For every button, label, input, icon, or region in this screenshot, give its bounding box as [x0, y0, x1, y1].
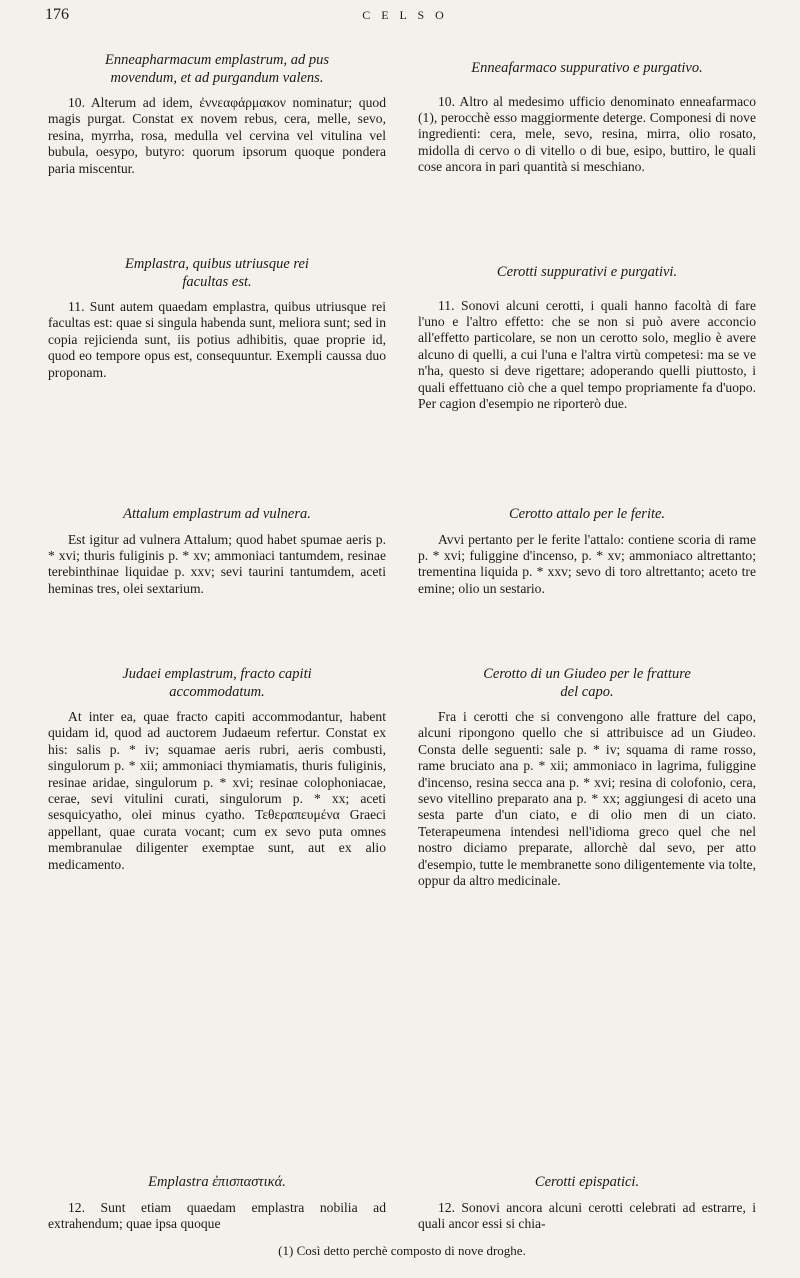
section-text: 11. Sonovi alcuni cerotti, i quali hanno facoltà di fare l'uno e l'altro effetto: che se non si può avere acconcio all'effetto particolare, se non un cerotto solo, meglio è avere alcuno di quelli, a cui l'una e l'altra virtù competesi: ma se ve n'ha, questo si deve rigettare; adoperando quelli piuttosto, i quali effettuano ciò che a quel tempo propriamente fa d'uopo. Per cagion d'esempio ne riporterò due. — [418, 297, 756, 411]
section-heading: Enneapharmacum emplastrum, ad pus movendum, et ad purgandum valens. — [105, 52, 329, 86]
section-heading: Emplastra ἐπισπαστικά. — [148, 1174, 286, 1190]
section-heading: Enneafarmaco suppurativo e purgativo. — [471, 60, 703, 76]
section-heading: Cerotto attalo per le ferite. — [508, 506, 666, 522]
latin-section-10 — [48, 52, 386, 177]
section-heading: Cerotto di un Giudeo per le fratture del capo. — [483, 666, 691, 700]
section-text: Est igitur ad vulnera Attalum; quod habet spumae aeris p. * xvi; thuris fuliginis p. * xv; ammoniaci tantumdem, resinae terebinthinae liquidae p. xxv; sevi taurini tantumdem, aceti heminas tres, olei sextarium. — [48, 531, 386, 596]
section-text: Avvi pertanto per le ferite l'attalo: contiene scoria di rame p. * xvi; fuliggine d'incenso, p. * xv; ammoniaco altrettanto; trementina liquida p. * xxv; sevo di toro altrettanto; aceto tre emine; olio un sestario. — [418, 531, 756, 596]
italian-section-12 — [418, 1174, 756, 1232]
italian-attalo — [418, 506, 756, 597]
italian-section-11 — [418, 264, 756, 412]
latin-section-11 — [48, 256, 386, 381]
section-text: 10. Alterum ad idem, ἐννεαφάρμακον nominatur; quod magis purgat. Constat ex novem rebus, cera, melle, sevo, resina, myrrha, rosa, medulla vel cervina vel vitulina vel bubula, oesypo, butyro: quorum ipsorum quoque pondera paria miscentur. — [48, 95, 386, 176]
section-text: At inter ea, quae fracto capiti accommodantur, habent quidam id, quod ad auctorem Judaeum refertur. Constat ex his: salis p. * iv; squamae aeris rubri, aeris combusti, singulorum p. * xii; ammoniaci thymiamatis, thuris fuliginis, resinae aridae, singulorum p. * xvi; resinae colophoniacae, cerae, sevi vitulini curati, singulorum p. * xx; aceti sesquicyatho, olei minus cyatho. Τεθεραπευμένα Graeci appellant, quae curata vocant; cum ex sevo puta omnes membranulae diligenter exemptae sunt, aut ex alio medicamento. — [48, 709, 386, 872]
running-title: C E L S O — [362, 8, 448, 22]
section-text: 12. Sunt etiam quaedam emplastra nobilia ad extrahendum; quae ipsa quoque — [48, 1199, 386, 1231]
section-heading: Cerotti suppurativi e purgativi. — [496, 264, 678, 280]
latin-judaei — [48, 666, 386, 873]
italian-section-10 — [418, 60, 756, 176]
page-number: 176 — [45, 6, 69, 23]
section-heading: Attalum emplastrum ad vulnera. — [123, 506, 311, 522]
footnote: (1) Così detto perchè composto di nove droghe. — [278, 1243, 526, 1258]
section-text: Fra i cerotti che si convengono alle fratture del capo, alcuni ripongono quello che si attribuisce ad un Giudeo. Consta delle seguenti: sale p. * iv; squama di rame rosso, rame bruciato ana p. * xii; ammoniaco in lagrima, fuliggine d'incenso, resina secca ana p. * xvi; resina di colofonio, cera, sevo vitellino preparato ana p. * xx; aggiungesi di aceto una sesta parte d'un ciato, e di olio men di un ciato. Teterapeumena intendesi nell'idioma greco quel che nel nostro diciamo preparate, allorchè dal sevo, per atto d'esempio, tutte le membranette sono diligentemente via tolte, oppur da altro medicinale. — [418, 709, 756, 889]
italian-giudeo — [418, 666, 756, 889]
section-heading: Judaei emplastrum, fracto capiti accommodatum. — [122, 666, 312, 700]
page-header — [45, 6, 765, 30]
section-heading: Cerotti epispatici. — [534, 1174, 640, 1190]
section-text: 10. Altro al medesimo ufficio denominato enneafarmaco (1), perocchè esso maggiormente deterge. Componesi di nove ingredienti: cera, mele, sevo, resina, mirra, olio rosato, midolla di cervo o di vitello o di bue, esipo, buttiro, le quali cose ancora in pari quantità si meschiano. — [418, 93, 756, 175]
section-text: 12. Sonovi ancora alcuni cerotti celebrati ad estrarre, i quali ancor essi si chia- — [418, 1199, 756, 1231]
section-text: 11. Sunt autem quaedam emplastra, quibus utriusque rei facultas est: quae si singula habenda sunt, meliora sunt; sed in copia rejicienda sunt, iis potius adhibitis, quae proprie id, quod eo tempore opus est, consequuntur. Exempli caussa duo proponam. — [48, 299, 386, 380]
latin-section-12 — [48, 1174, 386, 1232]
section-heading: Emplastra, quibus utriusque rei facultas est. — [125, 256, 309, 290]
latin-attalum — [48, 506, 386, 597]
